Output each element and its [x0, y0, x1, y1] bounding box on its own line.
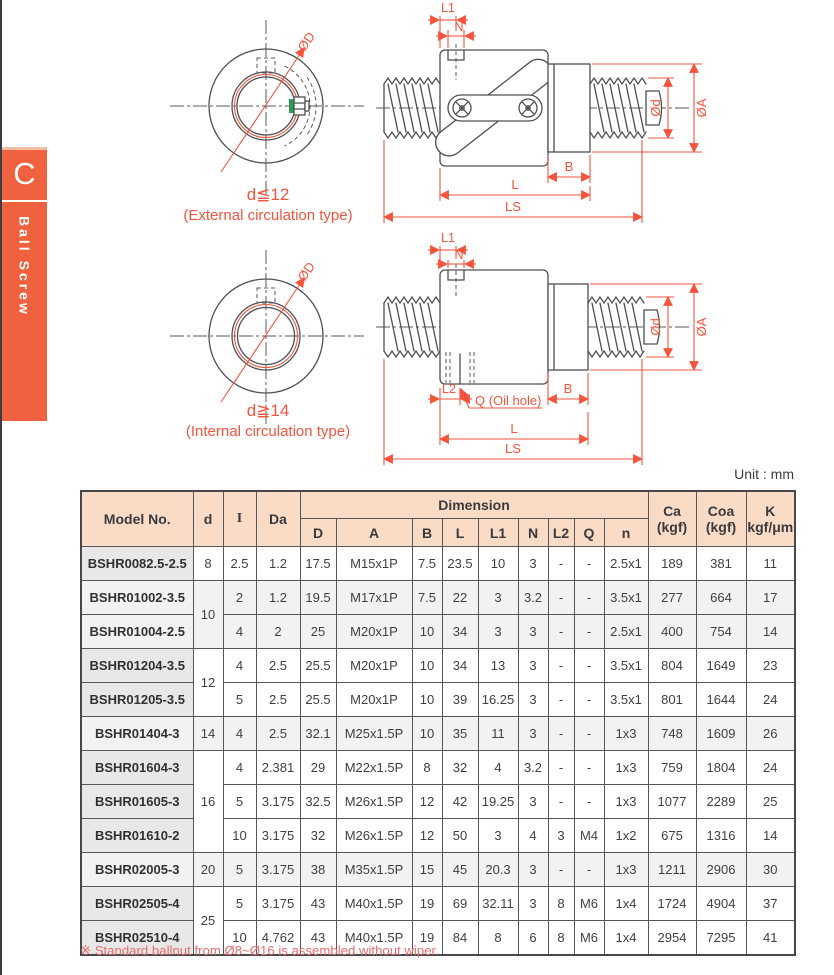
- cell: 1644: [696, 683, 746, 717]
- cell: 3: [478, 615, 518, 649]
- model-cell: BSHR01205-3.5: [81, 683, 193, 717]
- cell: 45: [442, 853, 478, 887]
- col-header-n: n: [604, 519, 648, 547]
- cell: 2.381: [256, 751, 300, 785]
- internal-type-caption: [148, 401, 388, 440]
- cell: 7.5: [412, 581, 442, 615]
- caption-d-range: d≦12: [246, 185, 290, 204]
- dim-label-B: B: [564, 159, 574, 174]
- cell: 3.5x1: [604, 649, 648, 683]
- cell: 26: [746, 717, 795, 751]
- cell: 32: [300, 819, 336, 853]
- model-cell: BSHR0082.5-2.5: [81, 547, 193, 581]
- col-header-i: I: [223, 491, 256, 547]
- cell: 19: [412, 921, 442, 956]
- cell: 3: [518, 717, 548, 751]
- cell: 1.2: [256, 547, 300, 581]
- caption-type: (Internal circulation type): [185, 423, 351, 440]
- dim-label-OA: ØA: [694, 98, 709, 118]
- cell: 32.5: [300, 785, 336, 819]
- caption-type: (External circulation type): [183, 207, 353, 224]
- cell: 25: [300, 615, 336, 649]
- cell: -: [574, 853, 604, 887]
- cell: 2906: [696, 853, 746, 887]
- dim-label-LS: LS: [505, 199, 521, 214]
- col-header-coa: Coa (kgf): [696, 491, 746, 547]
- cell: M17x1P: [336, 581, 412, 615]
- model-cell: BSHR01610-2: [81, 819, 193, 853]
- cell: 3: [518, 853, 548, 887]
- col-header-D: D: [300, 519, 336, 547]
- cell: 1724: [648, 887, 696, 921]
- cell: 84: [442, 921, 478, 956]
- col-header-L1: L1: [478, 519, 518, 547]
- side-view-internal-drawing: [372, 232, 834, 475]
- cell: 3.175: [256, 853, 300, 887]
- cell: 20.3: [478, 853, 518, 887]
- cell: M20x1P: [336, 649, 412, 683]
- chapter-tab: [2, 147, 47, 421]
- cell: 3.5x1: [604, 581, 648, 615]
- cell: 801: [648, 683, 696, 717]
- cell: -: [548, 649, 574, 683]
- cell: 10: [412, 615, 442, 649]
- cell: 664: [696, 581, 746, 615]
- cell: 10: [223, 921, 256, 956]
- dim-label-L: L: [510, 421, 518, 436]
- cell: 3.175: [256, 785, 300, 819]
- cell: M26x1.5P: [336, 785, 412, 819]
- cell: M35x1.5P: [336, 853, 412, 887]
- cell: 3: [518, 547, 548, 581]
- cell: -: [548, 751, 574, 785]
- cell: M26x1.5P: [336, 819, 412, 853]
- cell: 8: [478, 921, 518, 956]
- col-header-model: Model No.: [81, 491, 193, 547]
- cell: 8: [412, 751, 442, 785]
- external-type-caption: [148, 185, 388, 224]
- cell: 25: [746, 785, 795, 819]
- cell: 13: [478, 649, 518, 683]
- d-cell: 16: [193, 751, 223, 853]
- cell: 19.5: [300, 581, 336, 615]
- table-row: [81, 581, 795, 615]
- cell: 748: [648, 717, 696, 751]
- cell: 32.1: [300, 717, 336, 751]
- model-cell: BSHR01404-3: [81, 717, 193, 751]
- cell: 17: [746, 581, 795, 615]
- col-header-L: L: [442, 519, 478, 547]
- cell: 4: [223, 717, 256, 751]
- dim-label-L2: L2: [442, 382, 456, 396]
- cell: 34: [442, 615, 478, 649]
- cell: 1077: [648, 785, 696, 819]
- cell: 32.11: [478, 887, 518, 921]
- dim-label-N: N: [454, 248, 464, 262]
- cell: 2289: [696, 785, 746, 819]
- col-header-B: B: [412, 519, 442, 547]
- cell: 400: [648, 615, 696, 649]
- cell: 43: [300, 887, 336, 921]
- cell: 1x3: [604, 751, 648, 785]
- cell: 3: [518, 887, 548, 921]
- col-header-k: K kgf/μm: [746, 491, 795, 547]
- cell: 2.5: [223, 547, 256, 581]
- cell: 2.5: [256, 683, 300, 717]
- dim-label-L: L: [511, 177, 519, 192]
- side-view-external-drawing: [372, 0, 834, 232]
- d-cell: 12: [193, 649, 223, 717]
- cell: 3: [518, 683, 548, 717]
- model-cell: BSHR01605-3: [81, 785, 193, 819]
- dim-label-L1: L1: [441, 232, 455, 245]
- cell: 3.5x1: [604, 683, 648, 717]
- cell: 32: [442, 751, 478, 785]
- cell: 1804: [696, 751, 746, 785]
- cell: -: [548, 547, 574, 581]
- cell: 3.175: [256, 887, 300, 921]
- cell: 39: [442, 683, 478, 717]
- cell: 24: [746, 683, 795, 717]
- cell: 10: [478, 547, 518, 581]
- cell: 8: [548, 921, 574, 956]
- chapter-letter: C: [13, 156, 36, 191]
- cell: 3.2: [518, 751, 548, 785]
- dim-label-B: B: [563, 381, 573, 396]
- tube-clamp-screw: [294, 97, 305, 115]
- cell: 10: [412, 683, 442, 717]
- cell: 2.5x1: [604, 615, 648, 649]
- cell: 42: [442, 785, 478, 819]
- unit-label: Unit : mm: [734, 466, 794, 482]
- dim-label-od: Ød: [648, 99, 663, 117]
- diameter-leader-line: [221, 278, 304, 402]
- cell: 1x3: [604, 717, 648, 751]
- col-header-N: N: [518, 519, 548, 547]
- cell: 4: [223, 615, 256, 649]
- cell: 6: [518, 921, 548, 956]
- cell: 277: [648, 581, 696, 615]
- cell: 4: [478, 751, 518, 785]
- cell: 3: [478, 819, 518, 853]
- cell: 12: [412, 785, 442, 819]
- cell: 19.25: [478, 785, 518, 819]
- cell: 5: [223, 683, 256, 717]
- col-header-ca: Ca (kgf): [648, 491, 696, 547]
- cell: 10: [223, 819, 256, 853]
- footnote: ※ Standard ballnut from Ø8~Ø16 is assembled without wiper.: [80, 943, 439, 958]
- model-cell: BSHR02510-4: [81, 921, 193, 956]
- cell: -: [574, 649, 604, 683]
- cell: 5: [223, 887, 256, 921]
- col-header-da: Da: [256, 491, 300, 547]
- table-row: [81, 547, 795, 581]
- dim-label-LS: LS: [505, 441, 521, 456]
- col-header-A: A: [336, 519, 412, 547]
- cell: M22x1.5P: [336, 751, 412, 785]
- cell: -: [574, 717, 604, 751]
- cell: 2: [223, 581, 256, 615]
- cell: 381: [696, 547, 746, 581]
- col-header-L2: L2: [548, 519, 574, 547]
- table-row: [81, 615, 795, 649]
- cell: 23.5: [442, 547, 478, 581]
- model-cell: BSHR02005-3: [81, 853, 193, 887]
- clamp-screw-left: [453, 99, 471, 117]
- cell: 1.2: [256, 581, 300, 615]
- cell: M15x1P: [336, 547, 412, 581]
- cell: 38: [300, 853, 336, 887]
- dim-label-od: Ød: [648, 318, 663, 336]
- model-cell: BSHR02505-4: [81, 887, 193, 921]
- cell: 4: [223, 649, 256, 683]
- cell: 3: [518, 649, 548, 683]
- cell: -: [548, 683, 574, 717]
- cell: 69: [442, 887, 478, 921]
- cell: 22: [442, 581, 478, 615]
- cell: 2.5x1: [604, 547, 648, 581]
- cell: -: [574, 615, 604, 649]
- cell: 10: [412, 717, 442, 751]
- table-row: [81, 717, 795, 751]
- d-cell: 25: [193, 887, 223, 956]
- cell: -: [574, 751, 604, 785]
- dim-label-OA: ØA: [694, 317, 709, 337]
- col-header-d: d: [193, 491, 223, 547]
- cell: 23: [746, 649, 795, 683]
- table-row: [81, 649, 795, 683]
- cell: 14: [746, 819, 795, 853]
- cell: 3: [478, 581, 518, 615]
- table-row: [81, 683, 795, 717]
- cell: 4: [518, 819, 548, 853]
- cell: 17.5: [300, 547, 336, 581]
- cell: 24: [746, 751, 795, 785]
- caption-d-range: d≧14: [246, 401, 290, 420]
- cell: 1x2: [604, 819, 648, 853]
- cell: 804: [648, 649, 696, 683]
- cell: 1609: [696, 717, 746, 751]
- cell: 15: [412, 853, 442, 887]
- col-header-dimension: Dimension: [300, 491, 648, 519]
- cell: 3: [548, 819, 574, 853]
- spec-table: [80, 490, 796, 956]
- cell: M20x1P: [336, 683, 412, 717]
- cell: 7.5: [412, 547, 442, 581]
- cell: 7295: [696, 921, 746, 956]
- cell: 5: [223, 853, 256, 887]
- deflector-insert: [289, 99, 294, 113]
- cell: 5: [223, 785, 256, 819]
- clamp-screw-right: [519, 99, 537, 117]
- cell: 14: [746, 615, 795, 649]
- cell: 3.175: [256, 819, 300, 853]
- cell: 3.2: [518, 581, 548, 615]
- cell: 4.762: [256, 921, 300, 956]
- cell: 1x3: [604, 785, 648, 819]
- model-cell: BSHR01002-3.5: [81, 581, 193, 615]
- cell: -: [548, 581, 574, 615]
- cell: -: [548, 853, 574, 887]
- cell: M6: [574, 887, 604, 921]
- cell: 25.5: [300, 649, 336, 683]
- table-row: [81, 751, 795, 785]
- cell: 8: [548, 887, 574, 921]
- cell: 43: [300, 921, 336, 956]
- cell: 29: [300, 751, 336, 785]
- model-cell: BSHR01604-3: [81, 751, 193, 785]
- cell: M20x1P: [336, 615, 412, 649]
- cell: M4: [574, 819, 604, 853]
- dim-label-N: N: [454, 20, 464, 34]
- cell: 759: [648, 751, 696, 785]
- cell: 35: [442, 717, 478, 751]
- cell: 41: [746, 921, 795, 956]
- table-row: [81, 853, 795, 887]
- dim-label-OD: ØD: [294, 259, 318, 284]
- table-row: [81, 785, 795, 819]
- cell: -: [574, 581, 604, 615]
- cell: 754: [696, 615, 746, 649]
- cell: -: [548, 615, 574, 649]
- cell: 3: [518, 785, 548, 819]
- cell: M25x1.5P: [336, 717, 412, 751]
- cell: M6: [574, 921, 604, 956]
- cell: 3: [518, 615, 548, 649]
- cell: 50: [442, 819, 478, 853]
- front-view-external-drawing: [158, 14, 378, 199]
- cell: 37: [746, 887, 795, 921]
- d-cell: 10: [193, 581, 223, 649]
- cell: 2954: [648, 921, 696, 956]
- cell: 1211: [648, 853, 696, 887]
- model-cell: BSHR01204-3.5: [81, 649, 193, 683]
- dim-label-Q: Q (Oil hole): [475, 393, 542, 408]
- cell: 12: [412, 819, 442, 853]
- d-cell: 14: [193, 717, 223, 751]
- cell: -: [548, 785, 574, 819]
- col-header-Q: Q: [574, 519, 604, 547]
- d-cell: 8: [193, 547, 223, 581]
- cell: -: [574, 547, 604, 581]
- cell: 34: [442, 649, 478, 683]
- cell: 189: [648, 547, 696, 581]
- table-row: [81, 819, 795, 853]
- cell: 1x4: [604, 887, 648, 921]
- cell: 4: [223, 751, 256, 785]
- chapter-title: Ball Screw: [16, 216, 33, 317]
- cell: 1649: [696, 649, 746, 683]
- cell: 1x3: [604, 853, 648, 887]
- cell: 4904: [696, 887, 746, 921]
- cell: 30: [746, 853, 795, 887]
- dim-label-OD: ØD: [294, 29, 318, 54]
- cell: 2.5: [256, 649, 300, 683]
- cell: 1x4: [604, 921, 648, 956]
- cell: 19: [412, 887, 442, 921]
- model-cell: BSHR01004-2.5: [81, 615, 193, 649]
- cell: 11: [746, 547, 795, 581]
- cell: -: [574, 683, 604, 717]
- dim-label-L1: L1: [441, 1, 455, 15]
- cell: 675: [648, 819, 696, 853]
- cell: 10: [412, 649, 442, 683]
- table-row: [81, 887, 795, 921]
- cell: M40x1.5P: [336, 887, 412, 921]
- cell: 25.5: [300, 683, 336, 717]
- cell: 2.5: [256, 717, 300, 751]
- cell: -: [548, 717, 574, 751]
- cell: 1316: [696, 819, 746, 853]
- cell: 16.25: [478, 683, 518, 717]
- cell: M40x1.5P: [336, 921, 412, 956]
- d-cell: 20: [193, 853, 223, 887]
- cell: -: [574, 785, 604, 819]
- cell: 11: [478, 717, 518, 751]
- cell: 2: [256, 615, 300, 649]
